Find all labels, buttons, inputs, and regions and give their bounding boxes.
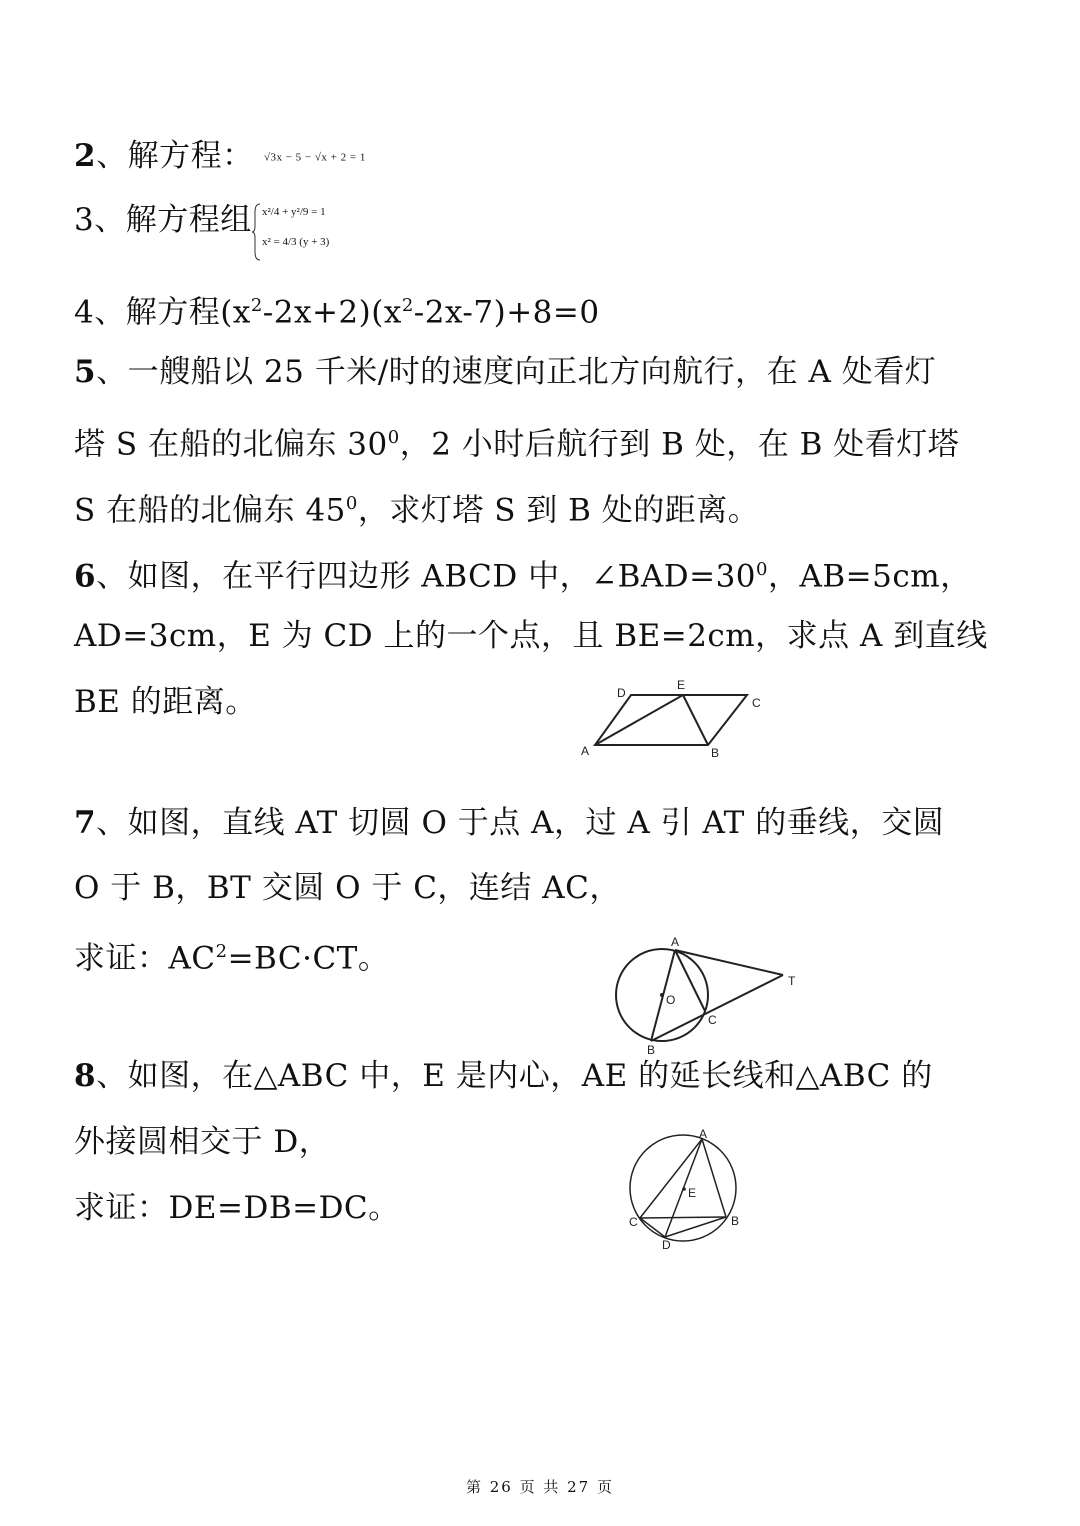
label-c: C	[708, 1013, 717, 1027]
side-ac	[640, 1139, 702, 1218]
problem-7-line-1	[74, 803, 944, 843]
problem-text: 塔 S 在船的北偏东 30	[74, 426, 388, 463]
parallelogram-figure	[575, 675, 775, 765]
problem-5-line-1	[74, 352, 936, 392]
side-cb	[640, 1217, 726, 1218]
problem-8-line-1	[74, 1056, 933, 1096]
equation-system	[252, 200, 342, 264]
superscript: 2	[401, 295, 414, 316]
label-d: D	[662, 1238, 671, 1252]
label-b: B	[711, 746, 720, 760]
problem-number: 4	[74, 294, 95, 331]
label-e: E	[688, 1186, 697, 1200]
problem-8-line-2: 外接圆相交于 D，	[74, 1124, 331, 1160]
problem-text: 、一艘船以 25 千米/时的速度向正北方向航行，在 A 处看灯	[96, 354, 937, 390]
problem-text: -2x+2)(x	[262, 294, 402, 331]
tangent-circle-figure	[605, 930, 805, 1060]
line-at	[675, 950, 783, 975]
equation-2: x² = 4/3 (y + 3)	[262, 236, 330, 248]
problem-text: 、解方程(x	[94, 294, 251, 331]
problem-7-line-2: O 于 B，BT 交圆 O 于 C，连结 AC，	[74, 870, 621, 906]
problem-number: 2	[74, 138, 97, 174]
label-o: O	[666, 993, 676, 1007]
equation: √3x − 5 − √x + 2 = 1	[263, 151, 366, 164]
line-bd	[665, 1217, 726, 1237]
label-c: C	[629, 1215, 638, 1229]
superscript: 0	[756, 559, 768, 580]
label-a: A	[581, 744, 590, 758]
problem-6-line-2: AD=3cm，E 为 CD 上的一个点，且 BE=2cm，求点 A 到直线	[74, 618, 988, 654]
problem-5-line-3	[74, 484, 759, 530]
problem-text: -2x-7)+8=0	[413, 294, 600, 331]
problem-text: 、如图，直线 AT 切圆 O 于点 A，过 A 引 AT 的垂线，交圆	[96, 805, 945, 841]
label-a: A	[699, 1127, 708, 1141]
superscript: 0	[387, 427, 400, 448]
segment-ae	[595, 695, 683, 745]
label-e: E	[677, 678, 686, 692]
label-b: B	[731, 1214, 740, 1228]
label-a: A	[671, 935, 680, 949]
problem-number: 7	[74, 805, 97, 841]
problem-text: ，求灯塔 S 到 B 处的距离。	[357, 492, 760, 529]
problem-text: S 在船的北偏东 45	[74, 492, 346, 529]
problem-text: ，AB=5cm，	[767, 558, 972, 595]
superscript: 0	[345, 493, 358, 514]
line-bt	[651, 975, 783, 1041]
problem-number: 5	[74, 354, 97, 390]
problem-number: 6	[74, 558, 97, 595]
superscript: 2	[215, 941, 228, 962]
center-point	[660, 993, 664, 997]
problem-text: =BC·CT。	[227, 940, 390, 977]
problem-text: 、解方程：	[96, 138, 254, 174]
problem-2	[74, 136, 366, 178]
problem-number: 3	[74, 202, 95, 238]
problem-3	[74, 200, 252, 240]
incircle-figure	[620, 1125, 760, 1255]
problem-6-line-3: BE 的距离。	[74, 684, 257, 720]
problem-5-line-2	[74, 418, 959, 464]
problem-text: 、如图，在△ABC 中，E 是内心，AE 的延长线和△ABC 的	[96, 1058, 933, 1094]
problem-text: 、如图，在平行四边形 ABCD 中，∠BAD=30	[96, 558, 757, 595]
equation-1: x²/4 + y²/9 = 1	[262, 206, 326, 218]
incenter-point	[682, 1187, 686, 1191]
problem-6-line-1	[74, 550, 972, 596]
line-cd	[640, 1218, 665, 1237]
problem-text: ，2 小时后航行到 B 处，在 B 处看灯塔	[399, 426, 960, 463]
problem-7-line-3	[74, 932, 389, 978]
superscript: 2	[250, 295, 263, 316]
problem-8-line-3: 求证：DE=DB=DC。	[74, 1190, 400, 1226]
label-c: C	[752, 696, 761, 710]
problem-number: 8	[74, 1058, 97, 1094]
label-b: B	[647, 1043, 656, 1057]
page-footer: 第 26 页 共 27 页	[465, 1478, 614, 1496]
label-t: T	[788, 974, 796, 988]
problem-text: 、解方程组	[94, 202, 252, 238]
problem-text: 求证：AC	[74, 940, 216, 977]
problem-4	[74, 286, 600, 332]
label-d: D	[617, 686, 626, 700]
side-ab	[702, 1139, 726, 1217]
segment-eb	[683, 695, 708, 745]
